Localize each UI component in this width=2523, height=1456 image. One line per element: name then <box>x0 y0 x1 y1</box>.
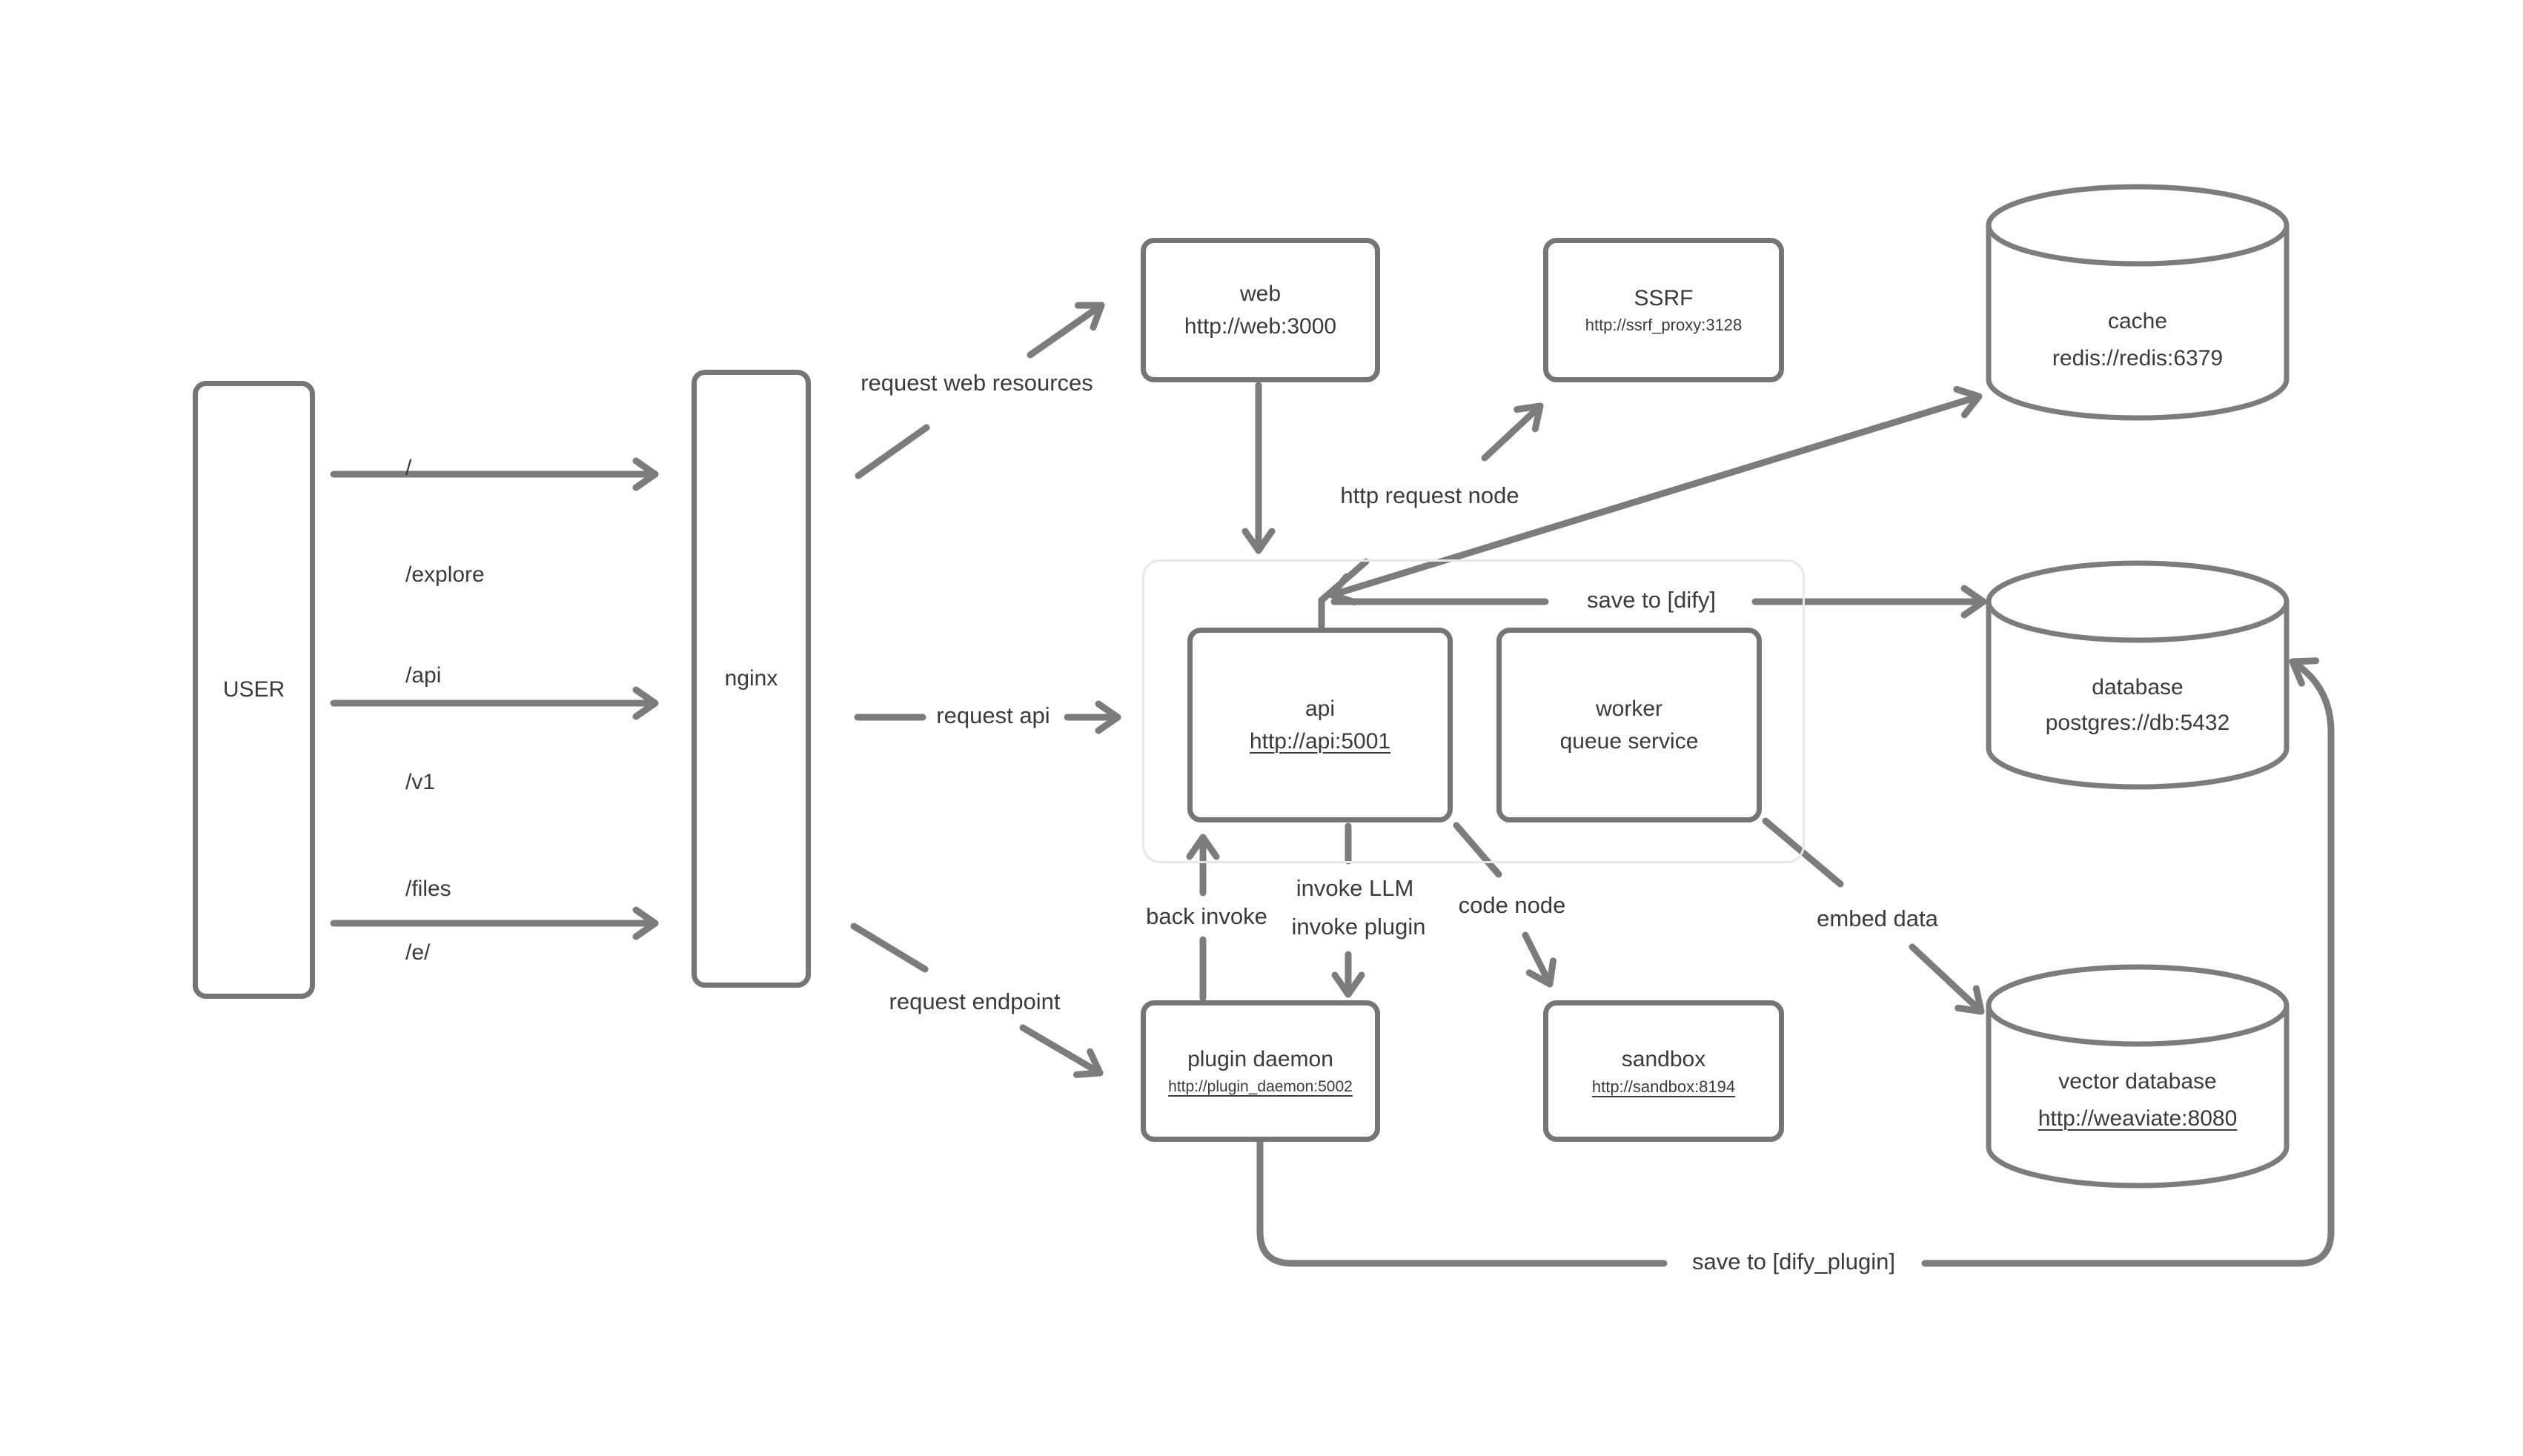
node-web[interactable] <box>1141 238 1380 382</box>
path-root: / <box>405 456 412 480</box>
ssrf-url: http://ssrf_proxy:3128 <box>1585 315 1743 334</box>
edge-worker-vdb-seg2 <box>1912 947 1981 1011</box>
edge-nginx-web-seg2 <box>1030 305 1101 355</box>
api-title: api <box>1304 696 1336 721</box>
cache-cylinder-shape[interactable] <box>1989 187 2287 418</box>
label-embed-data: embed data <box>1817 905 1938 931</box>
node-api[interactable] <box>1187 628 1453 822</box>
node-user[interactable] <box>193 381 315 999</box>
label-invoke-plugin: invoke plugin <box>1291 914 1426 940</box>
edge-nginx-plugin-seg2 <box>1023 1028 1100 1073</box>
edge-nginx-web-seg1 <box>858 428 926 476</box>
path-api: /api <box>405 663 442 688</box>
label-invoke-llm: invoke LLM <box>1296 875 1414 901</box>
web-title: web <box>1239 281 1282 306</box>
sandbox-url-link[interactable]: http://sandbox:8194 <box>1591 1077 1736 1096</box>
label-request-endpoint: request endpoint <box>889 988 1061 1014</box>
api-url-link[interactable]: http://api:5001 <box>1249 728 1391 754</box>
plugin-daemon-url-link[interactable]: http://plugin_daemon:5002 <box>1168 1077 1353 1095</box>
node-plugin-daemon[interactable] <box>1141 1000 1380 1142</box>
label-request-api: request api <box>936 702 1050 728</box>
user-label: USER <box>222 677 285 702</box>
worker-subtitle: queue service <box>1559 728 1699 754</box>
path-files: /files <box>405 877 451 901</box>
user-e-paths <box>405 864 430 1042</box>
database-title: database <box>2092 675 2184 699</box>
node-ssrf[interactable] <box>1543 238 1784 382</box>
label-http-request-node: http request node <box>1340 482 1519 508</box>
edge-api-sandbox-seg2 <box>1525 935 1550 984</box>
ssrf-title: SSRF <box>1634 285 1694 310</box>
vector-database-title: vector database <box>2058 1069 2217 1094</box>
path-explore: /explore <box>405 562 485 587</box>
label-save-to-dify: save to [dify] <box>1586 587 1717 613</box>
vector-database-url-link[interactable]: http://weaviate:8080 <box>2038 1106 2238 1131</box>
edge-plugin-database-seg1 <box>1260 1142 1664 1263</box>
node-nginx[interactable] <box>692 370 811 988</box>
cache-title: cache <box>2107 309 2168 333</box>
edge-api-ssrf-seg2 <box>1485 406 1540 458</box>
database-url: postgres://db:5432 <box>2045 711 2230 735</box>
path-v1: /v1 <box>405 770 436 794</box>
cache-url: redis://redis:6379 <box>2052 346 2224 370</box>
node-worker[interactable] <box>1496 628 1762 822</box>
plugin-daemon-title: plugin daemon <box>1187 1046 1333 1071</box>
web-url: http://web:3000 <box>1184 313 1337 339</box>
sandbox-title: sandbox <box>1621 1046 1706 1071</box>
path-e: /e/ <box>405 940 431 965</box>
nginx-label: nginx <box>724 666 778 691</box>
node-sandbox[interactable] <box>1543 1000 1784 1142</box>
label-back-invoke: back invoke <box>1146 903 1267 929</box>
edge-nginx-plugin-seg1 <box>854 926 925 969</box>
label-save-to-dify-plugin: save to [dify_plugin] <box>1691 1249 1896 1274</box>
worker-title: worker <box>1595 696 1662 721</box>
label-code-node: code node <box>1458 892 1566 918</box>
label-request-web-resources: request web resources <box>861 370 1093 396</box>
